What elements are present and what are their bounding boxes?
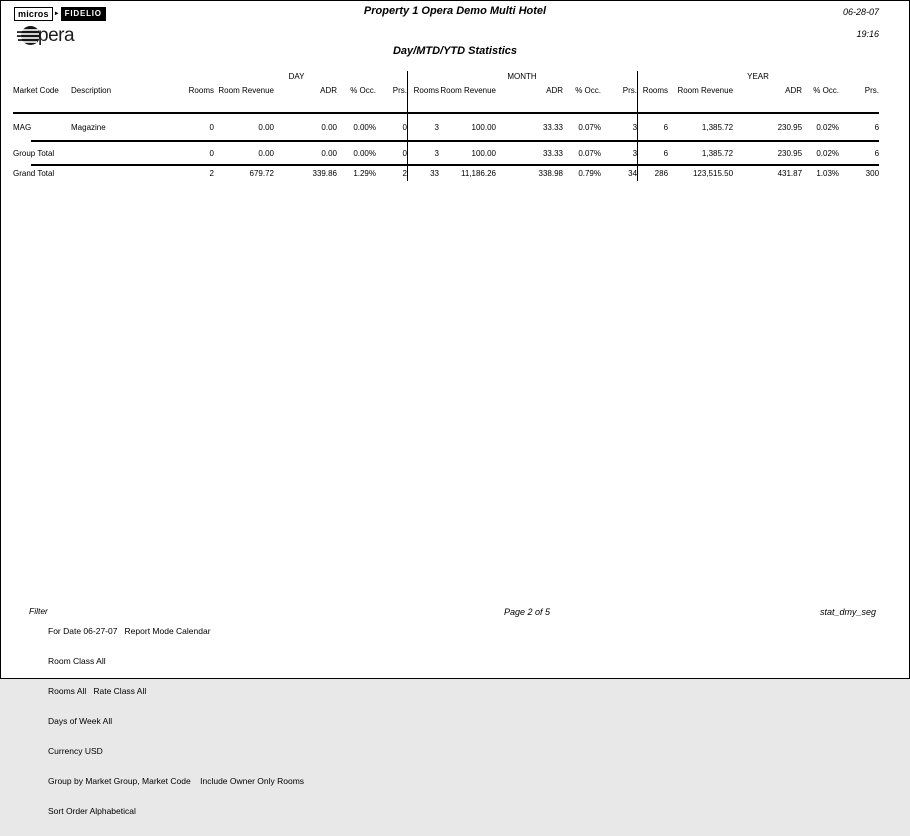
section-header-day: DAY [288, 71, 305, 81]
table-row-group-total [13, 141, 879, 165]
col-header-year-rooms: Rooms [642, 86, 669, 95]
col-header-year-prs: Prs. [864, 86, 880, 95]
report-title: Day/MTD/YTD Statistics [392, 45, 518, 57]
mag-month-adr: 33.33 [542, 122, 563, 132]
group-day-pct-occ: 0.00% [353, 148, 376, 158]
mag-year-prs: 6 [874, 122, 880, 132]
group-year-rooms: 6 [663, 148, 669, 158]
filter-line: Currency USD [48, 746, 103, 756]
grand-year-rooms: 286 [654, 169, 669, 178]
col-header-day-pct-occ: % Occ. [350, 86, 376, 95]
mag-month-pct-occ: 0.07% [578, 122, 601, 132]
col-header-market-code: Market Code [13, 86, 59, 95]
col-header-year-room-revenue: Room Revenue [677, 86, 734, 95]
mag-day-rooms: 0 [209, 122, 214, 132]
group-year-pct-occ: 0.02% [816, 148, 840, 158]
filter-line: Rooms All Rate Class All [48, 686, 147, 696]
col-header-day-room-revenue: Room Revenue [218, 86, 274, 95]
mag-year-pct-occ: 0.02% [816, 122, 840, 132]
grand-month-prs: 34 [628, 169, 638, 178]
section-header-month: MONTH [507, 71, 537, 81]
month-year-divider [637, 71, 638, 181]
fidelio-wordmark: FIDELIO [61, 7, 106, 21]
filter-line: Group by Market Group, Market Code Include Owner Only Rooms [48, 776, 305, 786]
report-date: 06-28-07 [842, 7, 879, 17]
grand-day-pct-occ: 1.29% [353, 169, 376, 178]
table-row-grand-total [13, 165, 879, 182]
header-rule [13, 112, 879, 114]
mag-year-adr: 230.95 [777, 122, 803, 132]
mag-day-room-revenue: 0.00 [258, 122, 274, 132]
section-spacer [13, 69, 186, 83]
group-month-rooms: 3 [434, 148, 439, 158]
mag-month-prs: 3 [632, 122, 638, 132]
mag-day-pct-occ: 0.00% [353, 122, 376, 132]
property-title: Property 1 Opera Demo Multi Hotel [363, 5, 547, 17]
col-header-day-rooms: Rooms [188, 86, 214, 95]
grand-year-adr: 431.87 [777, 169, 803, 178]
section-header-year: YEAR [747, 71, 769, 81]
grand-day-room-revenue: 679.72 [249, 169, 274, 178]
group-year-adr: 230.95 [777, 148, 803, 158]
mag-day-prs: 0 [402, 122, 407, 132]
table-row-mag [13, 113, 879, 141]
group-year-prs: 6 [874, 148, 880, 158]
filter-line: Room Class All [48, 656, 106, 666]
report-code: stat_dmy_seg [819, 607, 876, 617]
grand-month-rooms: 33 [430, 169, 439, 178]
col-header-day-prs: Prs. [392, 86, 407, 95]
grand-month-pct-occ: 0.79% [578, 169, 601, 178]
col-header-day-adr: ADR [320, 86, 337, 95]
col-header-month-rooms: Rooms [413, 86, 439, 95]
col-header-month-pct-occ: % Occ. [575, 86, 601, 95]
grand-month-room-revenue: 11,186.26 [461, 169, 496, 178]
group-month-room-revenue: 100.00 [471, 148, 496, 158]
day-month-divider [407, 71, 408, 181]
group-day-adr: 0.00 [321, 148, 337, 158]
group-month-pct-occ: 0.07% [578, 148, 601, 158]
market-code-cell: MAG [13, 122, 32, 132]
grand-year-prs: 300 [865, 169, 880, 178]
description-cell: Magazine [71, 122, 106, 132]
group-year-room-revenue: 1,385.72 [701, 148, 734, 158]
grand-day-prs: 2 [402, 169, 407, 178]
group-month-prs: 3 [632, 148, 638, 158]
grand-year-room-revenue: 123,515.50 [692, 169, 734, 178]
col-header-year-pct-occ: % Occ. [813, 86, 840, 95]
grand-year-pct-occ: 1.03% [816, 169, 840, 178]
col-header-month-room-revenue: Room Revenue [440, 86, 496, 95]
micros-wordmark: micros [14, 7, 53, 21]
col-header-month-prs: Prs. [622, 86, 638, 95]
group-month-adr: 33.33 [542, 148, 563, 158]
mag-day-adr: 0.00 [321, 122, 337, 132]
column-header-row [13, 83, 879, 113]
section-label-row [13, 69, 879, 83]
opera-wordmark: pera [38, 25, 75, 46]
mag-row-rule [31, 140, 879, 142]
mag-month-rooms: 3 [434, 122, 439, 132]
filter-label: Filter [29, 606, 48, 616]
mag-year-room-revenue: 1,385.72 [701, 122, 734, 132]
grand-total-label: Grand Total [13, 169, 55, 178]
group-total-label: Group Total [13, 148, 55, 158]
filter-line: Days of Week All [48, 716, 113, 726]
report-time: 19:16 [856, 29, 879, 39]
col-header-year-adr: ADR [785, 86, 803, 95]
arrow-right-icon: ► [53, 10, 60, 17]
filter-line: For Date 06-27-07 Report Mode Calendar [48, 626, 211, 636]
filter-line: Sort Order Alphabetical [48, 806, 136, 816]
filter-summary [48, 606, 304, 836]
col-header-month-adr: ADR [546, 86, 563, 95]
grand-day-rooms: 2 [209, 169, 214, 178]
group-total-rule [31, 164, 879, 166]
col-header-description: Description [71, 86, 112, 95]
group-day-rooms: 0 [209, 148, 214, 158]
mag-year-rooms: 6 [663, 122, 669, 132]
page-number: Page 2 of 5 [504, 607, 551, 617]
group-day-prs: 0 [402, 148, 407, 158]
grand-month-adr: 338.98 [538, 169, 563, 178]
group-day-room-revenue: 0.00 [258, 148, 274, 158]
grand-day-adr: 339.86 [312, 169, 337, 178]
mag-month-room-revenue: 100.00 [471, 122, 496, 132]
